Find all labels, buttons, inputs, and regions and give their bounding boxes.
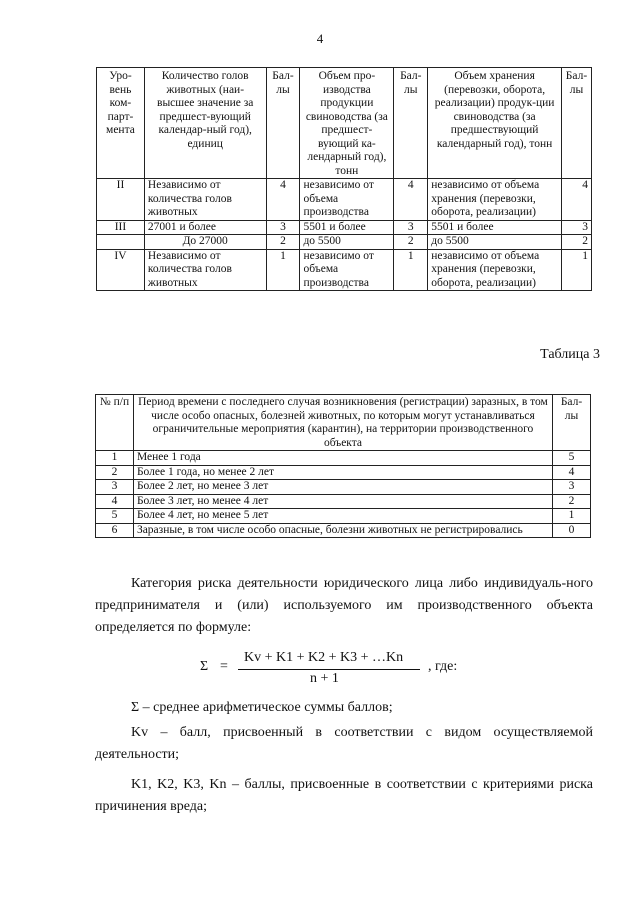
table-cell: Менее 1 года xyxy=(133,451,552,466)
table-cell: Независимо от количества голов животных xyxy=(144,179,266,221)
table-row xyxy=(97,179,592,221)
table-cell: II xyxy=(97,179,145,221)
table-row xyxy=(96,480,591,495)
header-cell: Период времени с последнего случая возникновения (регистрации) заразных, в том числе особо опасных, болезней животных, по которым могут устанавливаться ограничительные мероприятия (карантин), на территории производственного объекта xyxy=(133,395,552,451)
header-cell: Бал-лы xyxy=(553,395,591,451)
table-cell: 5501 и более xyxy=(300,220,394,235)
table-cell: 0 xyxy=(553,523,591,538)
table-cell: До 27000 xyxy=(144,235,266,250)
table-cell: 3 xyxy=(561,220,591,235)
table-cell: до 5500 xyxy=(300,235,394,250)
table-cell: 2 xyxy=(553,494,591,509)
header-cell: Объем про-изводства продукции свиноводства (за предшест-вующий ка-лендарный год), тонн xyxy=(300,68,394,179)
table-cell: Более 2 лет, но менее 3 лет xyxy=(133,480,552,495)
table-cell: 6 xyxy=(96,523,134,538)
table-cell: Заразные, в том числе особо опасные, болезни животных не регистрировались xyxy=(133,523,552,538)
table-cell: 27001 и более xyxy=(144,220,266,235)
table-cell: 3 xyxy=(553,480,591,495)
table-cell: 1 xyxy=(561,249,591,291)
header-cell: Бал-лы xyxy=(266,68,300,179)
header-cell: Количество голов животных (наи-высшее значение за предшест-вующий календар-ный год), единиц xyxy=(144,68,266,179)
formula-equals: = xyxy=(220,659,228,674)
fraction-bar xyxy=(238,669,420,670)
definition-kv: Kv – балл, присвоенный в соответствии с видом осуществляемой деятельности; xyxy=(95,725,593,762)
table-cell: независимо от объема хранения (перевозки, оборота, реализации) xyxy=(428,249,562,291)
disease-period-table xyxy=(95,394,591,538)
table-cell: III xyxy=(97,220,145,235)
header-cell: Уро-вень ком-парт-мента xyxy=(97,68,145,179)
table-row xyxy=(97,235,592,250)
table-cell: 3 xyxy=(266,220,300,235)
table-header-row xyxy=(96,395,591,451)
table-cell: 2 xyxy=(96,465,134,480)
header-cell: Объем хранения (перевозки, оборота, реализации) продук-ции свиноводства (за предшествующий календарный год), тонн xyxy=(428,68,562,179)
table-row xyxy=(96,509,591,524)
table-header-row xyxy=(97,68,592,179)
table-cell: 1 xyxy=(553,509,591,524)
table-cell: 1 xyxy=(394,249,428,291)
formula-numerator: Kv + K1 + K2 + K3 + …Kn xyxy=(244,650,404,665)
table-cell: 2 xyxy=(394,235,428,250)
table-cell: Независимо от количества голов животных xyxy=(144,249,266,291)
table-cell: независимо от объема производства xyxy=(300,179,394,221)
table-cell: независимо от объема хранения (перевозки, оборота, реализации) xyxy=(428,179,562,221)
header-cell: Бал-лы xyxy=(394,68,428,179)
table-cell: независимо от объема производства xyxy=(300,249,394,291)
table-cell: 3 xyxy=(96,480,134,495)
header-cell: № п/п xyxy=(96,395,134,451)
table-cell: 4 xyxy=(561,179,591,221)
table-cell: 4 xyxy=(96,494,134,509)
header-cell: Бал-лы xyxy=(561,68,591,179)
table-cell: 4 xyxy=(394,179,428,221)
table-cell: Более 3 лет, но менее 4 лет xyxy=(133,494,552,509)
table-row xyxy=(96,494,591,509)
table-row xyxy=(96,451,591,466)
intro-paragraph: Категория риска деятельности юридического лица либо индивидуаль-ного предпринимателя и (или) используемого им производственного объекта определяется по формуле: xyxy=(95,576,593,635)
table-cell: IV xyxy=(97,249,145,291)
formula-denominator: n + 1 xyxy=(310,671,339,686)
table-cell: 2 xyxy=(561,235,591,250)
table-cell: 4 xyxy=(553,465,591,480)
table-caption: Таблица 3 xyxy=(540,347,600,362)
definition-k: K1, K2, K3, Kn – баллы, присвоенные в соответствии с критериями риска причинения вреда; xyxy=(95,777,593,814)
table-row xyxy=(97,249,592,291)
formula-sigma: Σ xyxy=(200,659,209,674)
table-cell: 1 xyxy=(96,451,134,466)
table-cell: 5 xyxy=(553,451,591,466)
table-cell: 5501 и более xyxy=(428,220,562,235)
table-row xyxy=(96,465,591,480)
table-cell: 4 xyxy=(266,179,300,221)
table-row xyxy=(96,523,591,538)
table-cell: 5 xyxy=(96,509,134,524)
formula-suffix: , где: xyxy=(428,659,458,674)
page-number: 4 xyxy=(316,31,324,46)
definition-sigma: Σ – среднее арифметическое суммы баллов; xyxy=(131,700,393,715)
compartment-table xyxy=(96,67,592,291)
table-cell: 3 xyxy=(394,220,428,235)
table-cell xyxy=(97,235,145,250)
table-cell: 1 xyxy=(266,249,300,291)
table-cell: до 5500 xyxy=(428,235,562,250)
table-cell: Более 4 лет, но менее 5 лет xyxy=(133,509,552,524)
table-row xyxy=(97,220,592,235)
table-cell: Более 1 года, но менее 2 лет xyxy=(133,465,552,480)
table-cell: 2 xyxy=(266,235,300,250)
